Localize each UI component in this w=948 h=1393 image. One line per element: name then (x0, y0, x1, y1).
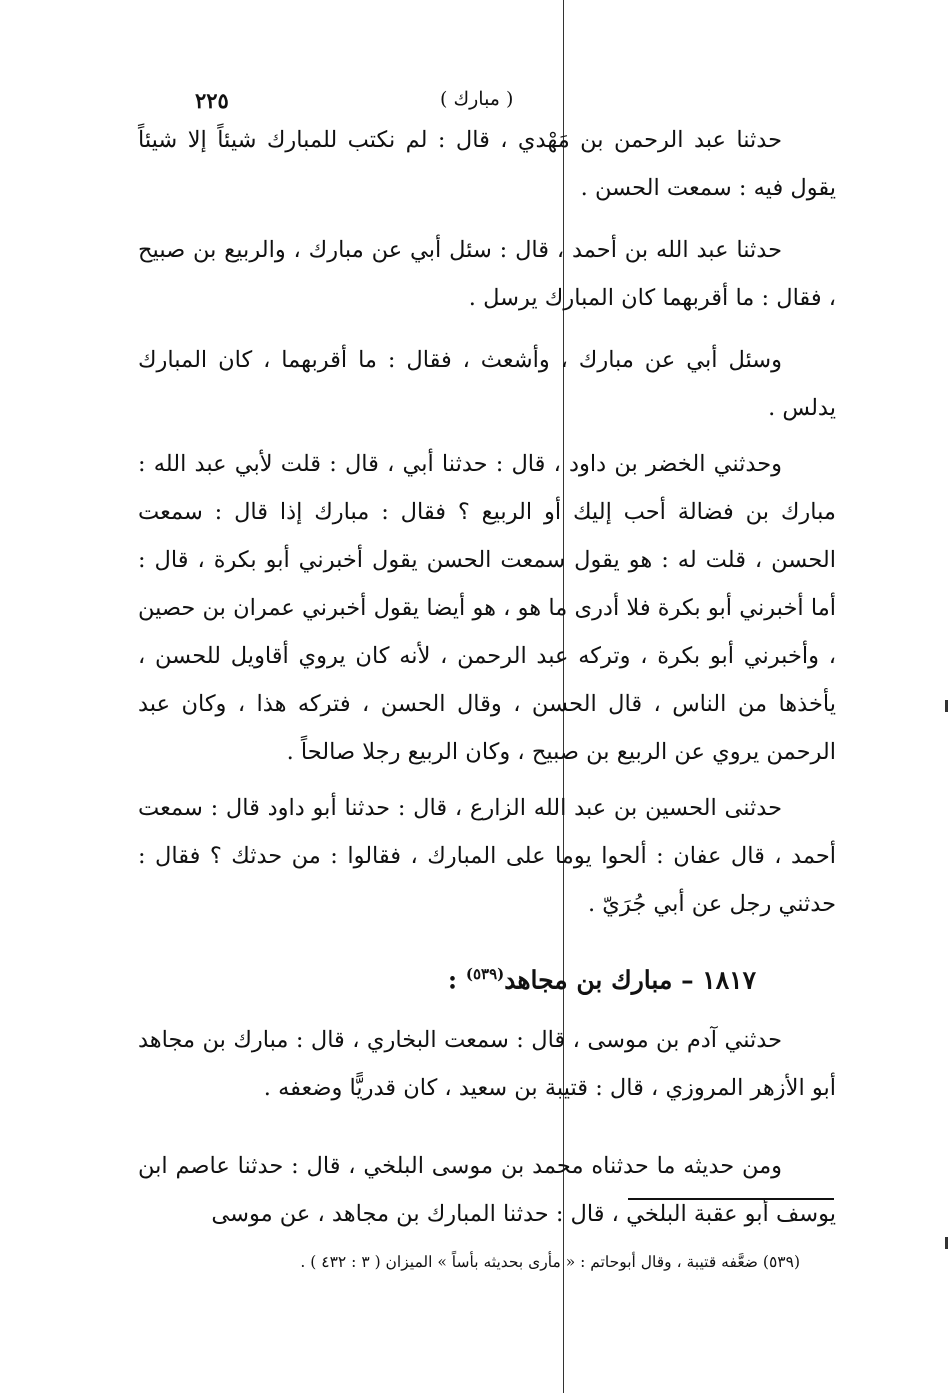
footnote: (٥٣٩) ضعَّفه قتيبة ، وقال أبوحاتم : « مأرى بحديثه بأساً » الميزان ( ٣ : ٤٣٢ ) . (300, 1253, 800, 1271)
entry-colon: : (447, 965, 458, 995)
page-number: ٢٢٥ (195, 88, 229, 113)
paragraph-1: حدثنا عبد الرحمن بن مَهْدي ، قال : لم نكتب للمبارك شيئاً إلا شيئاً يقول فيه : سمعت الحسن . (138, 127, 836, 201)
running-head: ( مبارك ) (440, 88, 514, 110)
page-header (140, 88, 835, 118)
body-text (138, 116, 836, 1238)
entry-number: ١٨١٧ (702, 965, 756, 995)
paragraph-2: حدثنا عبد الله بن أحمد ، قال : سئل أبي عن مبارك ، والربيع بن صبيح ، فقال : ما أقربهما كان المبارك يرسل . (138, 237, 836, 311)
paragraph-5: حدثنى الحسين بن عبد الله الزارع ، قال : حدثنا أبو داود قال : سمعت أحمد ، قال عفان : ألحوا يوما على المبارك ، فقالوا : من حدثك ؟ فقال : حدثني رجل عن أبي جُرَيّ . (138, 795, 836, 917)
paragraph-6: حدثني آدم بن موسى ، قال : سمعت البخاري ، قال : مبارك بن مجاهد أبو الأزهر المروزي ، قال : قتيبة بن سعيد ، كان قدريًّا وضعفه . (138, 1027, 836, 1102)
entry-name: مبارك بن مجاهد (504, 965, 673, 995)
paragraph-3: وسئل أبي عن مبارك ، وأشعث ، فقال : ما أقربهما ، كان المبارك يدلس . (138, 347, 836, 421)
footnote-reference: (٥٣٩) (465, 965, 505, 983)
paragraph-4: وحدثني الخضر بن داود ، قال : حدثنا أبي ، قال : قلت لأبي عبد الله : مبارك بن فضالة أحب إليك أو الربيع ؟ فقال : مبارك إذا قال : سمعت الحسن ، قلت له : هو يقول سمعت الحسن يقول أخبرني أبو بكرة ، قال : أما أخبرني أبو بكرة فلا أدرى ما هو ، هو أيضا يقول أخبرني عمران بن حصين ، وأخبرني أبو بكرة ، وتركه عبد الرحمن ، لأنه كان يروي أقاويل للحسن ، يأخذها من الناس ، قال الحسن ، وقال الحسن ، فتركه هذا ، وكان عبد الرحمن يروي عن الربيع بن صبيح ، وكان الربيع رجلا صالحاً . (138, 451, 836, 765)
footnote-divider (628, 1198, 834, 1200)
entry-heading (138, 948, 836, 1006)
paragraph-7: ومن حديثه ما حدثناه محمد بن موسى البلخي ، قال : حدثنا عاصم ابن يوسف أبو عقبة البلخي ، قال : حدثنا المبارك بن مجاهد ، عن موسى (138, 1153, 836, 1228)
entry-dash: – (681, 965, 694, 995)
